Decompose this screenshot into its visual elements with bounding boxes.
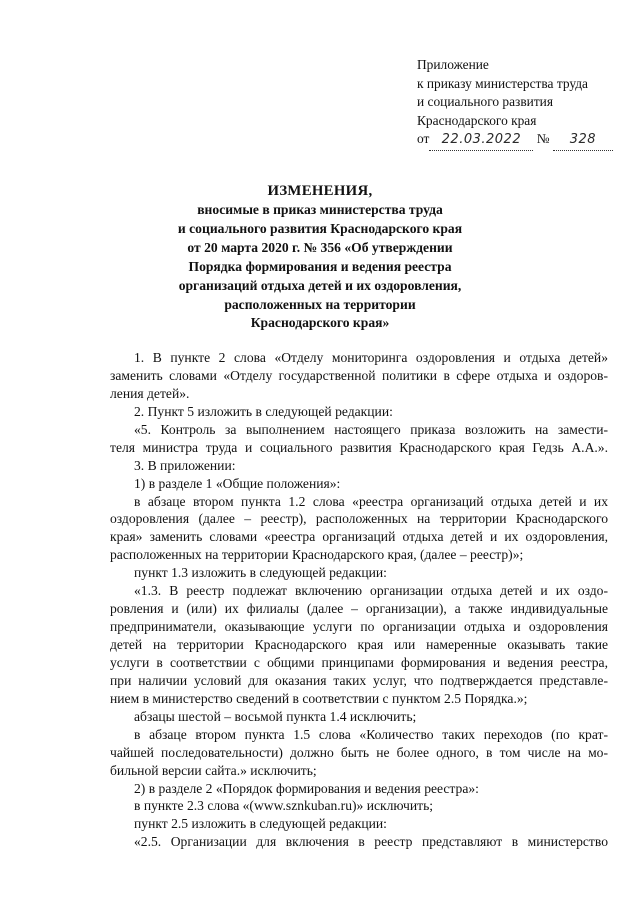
title-line: и социального развития Краснодарского края [177,220,463,236]
handwritten-number: 328 [553,131,613,151]
order-date-number [417,130,627,151]
from-label: от [417,131,430,147]
body-line: заменить словами «Отделу государственной политики в сфере отдыха и оздоров- [110,367,608,383]
title-subtitle [90,201,550,333]
appendix-line: и социального развития [417,94,553,110]
body-line: 1) в разделе 1 «Общие положения»: [134,475,341,491]
appendix-header [417,56,627,151]
number-label: № [536,131,550,147]
body-line: «5. Контроль за выполнением настоящего приказа возложить на замести- [134,421,608,437]
body-line: нием в министерство сведений в соответствии с пунктом 2.5 Порядка.»; [110,690,528,706]
body-line: 3. В приложении: [134,457,236,473]
body-line: края» заменить словами «реестра организаций отдыха детей и их оздоровления, [110,529,608,545]
body-line: чайшей последовательности) должно быть не более одного, в том числе на мо- [110,744,608,760]
body-line: ровления и (или) их филиалы (далее – организации), а также индивидуальные [110,601,608,617]
appendix-title: Приложение [417,57,489,72]
body-line: 1. В пункте 2 слова «Отделу мониторинга оздоровления и отдыха детей» [134,350,608,365]
body-line: ления детей». [110,385,190,401]
body-line: оздоровления (далее – реестр), расположенных на территории Краснодарского [110,511,608,527]
body-line: 2) в разделе 2 «Порядок формирования и ведения реестра»: [134,780,479,796]
body-line: теля министра труда и социального развития Краснодарского края Гедзь А.А.». [110,439,608,455]
appendix-line: к приказу министерства труда [417,75,588,91]
title-line: Краснодарского края» [250,315,390,331]
body-line: предприниматели, оказывающие услуги по организации отдыха и оздоровления [110,619,608,635]
body-line: «1.3. В реестр подлежат включению организации отдыха детей и их оздо- [134,583,608,599]
appendix-line: Краснодарского края [417,112,537,128]
body-line: абзацы шестой – восьмой пункта 1.4 исключить; [134,708,417,724]
title-line: вносимые в приказ министерства труда [197,202,443,217]
body-line: услуги в соответствии с общими принципами формирования и ведения реестра, [110,654,608,670]
body-line: «2.5. Организации для включения в реестр представляют в министерство [134,834,608,850]
title-line: Порядка формирования и ведения реестра [188,258,452,274]
title-line: от 20 марта 2020 г. № 356 «Об утверждении [187,239,453,255]
body-line: бильной версии сайта.» исключить; [110,762,317,778]
title-line: расположенных на территории [224,296,416,312]
handwritten-date: 22.03.2022 [429,131,533,151]
body-line: в пункте 2.3 слова «(www.sznkuban.ru)» исключить; [134,798,434,814]
document-title [90,182,550,333]
body-line: в абзаце втором пункта 1.5 слова «Количество таких переходов (по крат- [134,726,608,742]
body-line: в абзаце втором пункта 1.2 слова «реестра организаций отдыха детей и их [134,493,608,509]
body-line: детей на территории Краснодарского края или намеренные оказывать такие [110,637,608,652]
body-line: расположенных на территории Краснодарского края, (далее – реестр)»; [110,547,524,563]
title-line: организаций отдыха детей и их оздоровления, [178,277,462,293]
body-line: при наличии условий для оказания таких услуг, что подтверждается представле- [110,672,608,688]
document-body [110,349,608,851]
title-heading: ИЗМЕНЕНИЯ, [267,183,373,199]
body-line: 2. Пункт 5 изложить в следующей редакции: [134,403,393,419]
body-line: пункт 1.3 изложить в следующей редакции: [134,565,387,581]
body-line: пункт 2.5 изложить в следующей редакции: [134,816,387,832]
